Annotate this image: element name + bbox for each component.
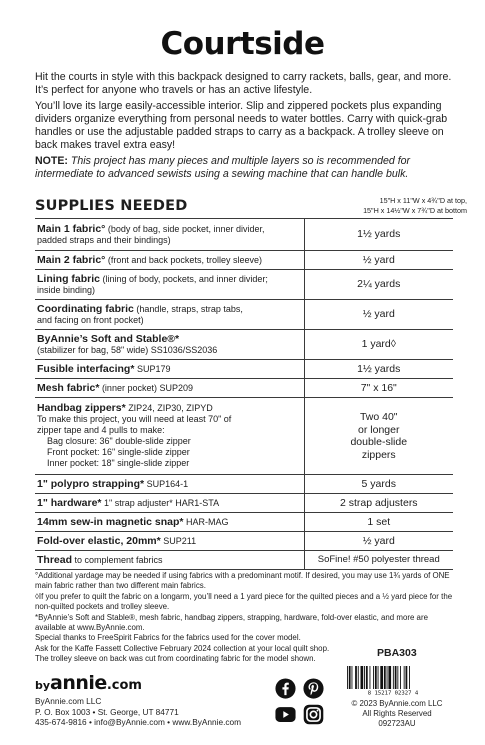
- supply-desc: HAR-MAG: [183, 516, 229, 527]
- supply-item: [35, 532, 304, 551]
- supply-desc: to complement fabrics: [72, 554, 163, 565]
- table-row: [35, 379, 453, 398]
- supply-desc-line: and facing on front pocket): [37, 314, 144, 325]
- supply-name: Handbag zippers*: [37, 402, 126, 414]
- supply-name: ByAnnie’s Soft and Stable®*: [37, 332, 180, 345]
- address-line: ByAnnie.com LLC: [35, 696, 102, 706]
- qty-line: zippers: [361, 448, 396, 461]
- address-line: 435-674-9816 • info@ByAnnie.com • www.ByAnnie.com: [35, 717, 242, 727]
- table-row: [35, 270, 453, 300]
- supply-name: Main 2 fabric°: [37, 253, 106, 266]
- supply-qty: 2 strap adjusters: [304, 494, 453, 513]
- supply-desc: SUP211: [160, 535, 197, 546]
- copyright-line: 092723AU: [378, 719, 416, 728]
- zipper-spec: Front pocket: 16" single-slide zipper: [47, 447, 190, 457]
- qty-line: double-slide: [350, 436, 408, 448]
- supply-name: Fold-over elastic, 20mm*: [37, 534, 161, 547]
- barcode-digits: 8 15217 02327 4: [367, 690, 419, 695]
- supplies-heading: SUPPLIES NEEDED: [35, 198, 188, 214]
- supply-qty: 7" x 16": [304, 379, 453, 398]
- youtube-icon[interactable]: [275, 704, 296, 725]
- supply-item: [35, 475, 304, 494]
- zipper-spec: Bag closure: 36" double-slide zipper: [47, 436, 191, 446]
- supply-name: Thread: [37, 553, 73, 566]
- supply-qty: SoFine! #50 polyester thread: [304, 551, 453, 570]
- footnote: The trolley sleeve on back was cut from coordinating fabric for the model shown.: [35, 654, 316, 664]
- pattern-sku: PBA303: [377, 647, 417, 659]
- supply-qty: ½ yard: [304, 251, 453, 270]
- copyright-line: © 2023 ByAnnie.com LLC: [351, 699, 443, 708]
- copyright-line: All Rights Reserved: [362, 709, 432, 718]
- zipper-spec: Inner pocket: 18" single-slide zipper: [47, 458, 190, 468]
- table-row: [35, 360, 453, 379]
- footnote: *ByAnnie’s Soft and Stable®, mesh fabric, handbag zippers, strapping, hardware, fold-over elastic, and more are available at www.ByAnnie.com.: [35, 612, 428, 633]
- intro-paragraph-2: You’ll love its large easily-accessible interior. Slip and zippered pockets plus expanding dividers organize everything from personal needs to water bottles. Carry with quick-grab handles or use the adjustable padded straps to carry as a backpack. A trolley sleeve on back makes travel extra easy!: [35, 100, 448, 151]
- table-row: [35, 330, 453, 360]
- supply-name: 14mm sew-in magnetic snap*: [37, 515, 184, 528]
- supply-qty: 1½ yards: [304, 360, 453, 379]
- qty-line: or longer: [358, 423, 400, 436]
- supply-item: [35, 219, 304, 251]
- footnote: Ask for the Kaffe Fassett Collective February 2024 collection at your local quilt shop.: [35, 643, 330, 653]
- supply-qty: 2¼ yards: [304, 270, 453, 300]
- supply-name: Fusible interfacing*: [37, 362, 135, 375]
- table-row: [35, 532, 453, 551]
- qty-line: Two 40": [359, 411, 398, 423]
- supply-desc: SUP179: [134, 363, 171, 374]
- intro-note: [35, 155, 459, 181]
- dims-bottom: 15"H x 14½"W x 7¾"D at bottom: [363, 205, 467, 215]
- supply-item: [35, 300, 304, 330]
- supply-item: [35, 379, 304, 398]
- footnote: ◊If you prefer to quilt the fabric on a longarm, you’ll need a 1 yard piece for the quilted pieces and a ½ yard piece for the non-quilted pockets and trolley sleeve.: [35, 591, 453, 612]
- intro-paragraph-1: Hit the courts in style with this backpack designed to carry rackets, balls, gear, and more. It’s perfect for anyone who travels or has an active lifestyle.: [35, 71, 452, 96]
- supply-item: [35, 398, 304, 475]
- address-line: P. O. Box 1003 • St. George, UT 84771: [35, 706, 179, 717]
- supply-desc: (body of bag, side pocket, inner divider,: [105, 223, 265, 234]
- instagram-icon[interactable]: [303, 704, 324, 725]
- table-row: [35, 251, 453, 270]
- supply-item: [35, 270, 304, 300]
- supply-name: Coordinating fabric: [37, 302, 134, 315]
- supply-qty: 1 set: [304, 513, 453, 532]
- note-label: NOTE:: [35, 155, 68, 167]
- supply-desc-line: padded straps and their bindings): [37, 234, 171, 245]
- table-row: [35, 475, 453, 494]
- supply-desc-line: inside binding): [37, 284, 96, 295]
- finished-dimensions: [287, 196, 467, 215]
- supply-desc-line: To make this project, you will need at least 70" of: [37, 414, 232, 424]
- supply-desc-line: (stabilizer for bag, 58" wide) SS1036/SS2036: [37, 344, 218, 355]
- publisher-address: [35, 696, 241, 728]
- supply-name: Mesh fabric*: [37, 381, 100, 394]
- supply-desc: (inner pocket) SUP209: [99, 382, 193, 393]
- upc-barcode: [343, 665, 443, 695]
- table-row: [35, 551, 453, 570]
- supply-name: 1" polypro strapping*: [37, 477, 145, 490]
- supply-desc: (handle, straps, strap tabs,: [133, 303, 243, 314]
- table-row: [35, 513, 453, 532]
- table-row: [35, 300, 453, 330]
- supply-desc: 1" strap adjuster* HAR1-STA: [101, 497, 220, 508]
- supply-qty: ½ yard: [304, 300, 453, 330]
- copyright: [343, 699, 451, 729]
- table-row: [35, 219, 453, 251]
- pinterest-icon[interactable]: [303, 678, 324, 699]
- supply-desc-line: zipper tape and 4 pulls to make:: [37, 425, 165, 435]
- logo-annie: annie: [50, 672, 107, 694]
- supply-qty: 1½ yards: [304, 219, 453, 251]
- supply-qty: ½ yard: [304, 532, 453, 551]
- note-text: This project has many pieces and multiple layers so is recommended for intermediate to advanced sewists using a sewing machine that can handle bulk.: [35, 155, 411, 180]
- supplies-table: [35, 218, 453, 570]
- footnote: °Additional yardage may be needed if using fabrics with a predominant motif. If desired, you may use 1¾ yards of ONE main fabric rather than two different main fabrics.: [35, 571, 450, 591]
- dims-top: 15"H x 11"W x 4¾"D at top,: [379, 196, 467, 205]
- supply-item: [35, 513, 304, 532]
- supply-desc: SUP164-1: [144, 478, 189, 489]
- intro-text: [35, 71, 459, 184]
- supply-qty: [304, 398, 453, 475]
- supply-item: [35, 330, 304, 360]
- supply-item: [35, 360, 304, 379]
- supply-item: [35, 551, 304, 570]
- facebook-icon[interactable]: [275, 678, 296, 699]
- byannie-logo: [35, 672, 142, 694]
- supply-item: [35, 251, 304, 270]
- logo-com: .com: [106, 678, 142, 693]
- supply-name: Lining fabric: [37, 272, 100, 285]
- supply-item: [35, 494, 304, 513]
- supply-name: Main 1 fabric°: [37, 222, 106, 235]
- table-row: [35, 494, 453, 513]
- table-row: [35, 398, 453, 475]
- logo-by: by: [35, 679, 51, 692]
- page-title: Courtside: [160, 26, 325, 62]
- supply-name: 1" hardware*: [37, 496, 102, 509]
- footnote: Special thanks to FreeSpirit Fabrics for the fabrics used for the cover model.: [35, 633, 301, 643]
- supply-desc: (front and back pockets, trolley sleeve): [105, 254, 262, 265]
- supply-desc: (lining of body, pockets, and inner divider;: [100, 273, 268, 284]
- supply-qty: 5 yards: [304, 475, 453, 494]
- supply-desc: ZIP24, ZIP30, ZIPYD: [125, 403, 213, 413]
- supply-qty: 1 yard◊: [304, 330, 453, 360]
